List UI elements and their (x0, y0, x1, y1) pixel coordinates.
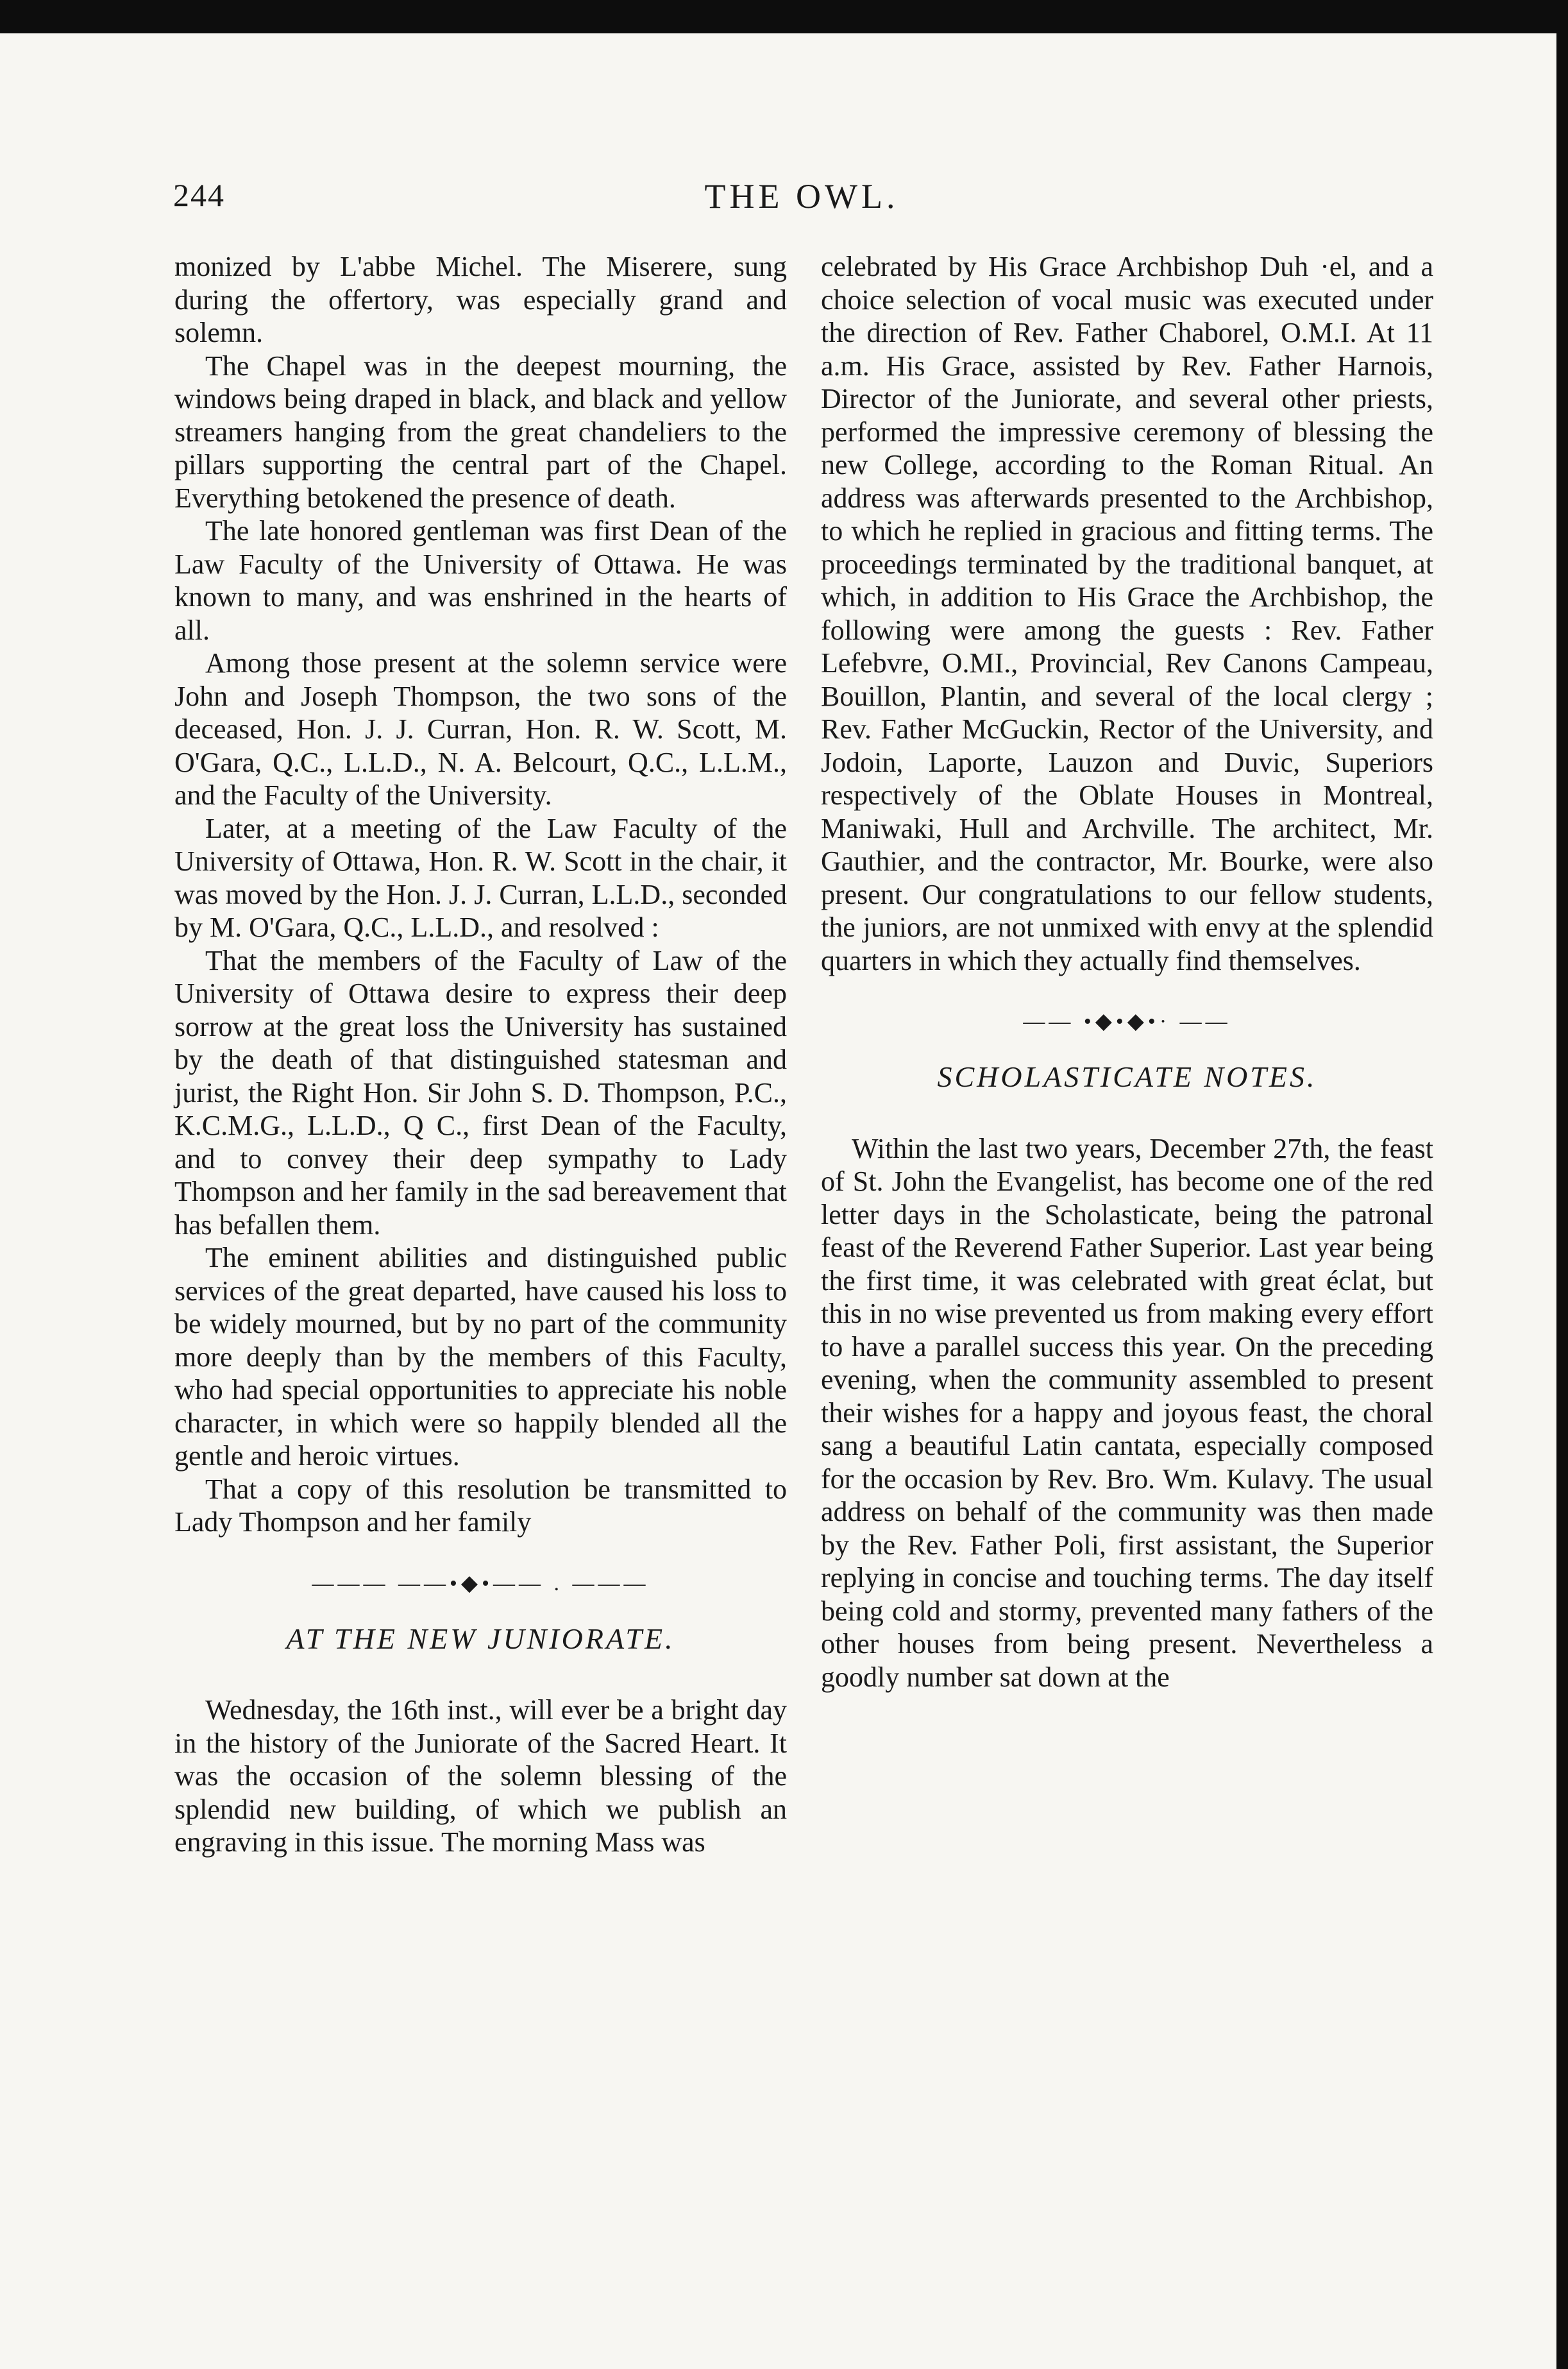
section-heading: AT THE NEW JUNIORATE. (286, 1622, 675, 1655)
running-title: THE OWL. (704, 177, 899, 216)
paragraph: The late honored gentleman was first Dean of the Law Faculty of the University of Ottawa. He was known to many, and was enshrined in the hearts of all. (174, 515, 787, 646)
section-heading: SCHOLASTICATE NOTES. (937, 1060, 1317, 1093)
paragraph: Later, at a meeting of the Law Faculty of the University of Ottawa, Hon. R. W. Scott in the chair, it was moved by the Hon. J. J. Curran, L.L.D., seconded by M. O'Gara, Q.C., L.L.D., and resolved : (174, 812, 787, 943)
paragraph: Among those present at the solemn service were John and Joseph Thompson, the two sons of the deceased, Hon. J. J. Curran, Hon. R. W. Scott, M. O'Gara, Q.C., L.L.D., N. A. Belcourt, Q.C., L.L.M., and the Faculty of the University. (174, 647, 787, 811)
right-edge-rule (1556, 0, 1568, 2369)
paragraph: Within the last two years, December 27th, the feast of St. John the Evangelist, has become one of the red letter days in the Scholasticate, being the patronal feast of the Reverend Father Superior. Last year being the first time, it was celebrated with great éclat, but this in no wise prevented us from making every effort to have a parallel success this year. On the preceding evening, when the community assembled to present their wishes for a happy and joyous feast, the choral sang a beautiful Latin cantata, especially composed for the occasion by Rev. Bro. Wm. Kulavy. The usual address on behalf of the community was then made by the Rev. Father Poli, first assistant, the Superior replying in concise and touching terms. The day itself being cold and stormy, prevented many fathers of the other houses from being present. Nevertheless a goodly number sat down at the (821, 1132, 1433, 1693)
page-header (173, 176, 1430, 228)
section-separator: ——— ——•◆•—— . ——— (312, 1571, 650, 1595)
left-column (174, 250, 787, 1859)
paragraph: The Chapel was in the deepest mourning, the windows being draped in black, and black and yellow streamers hanging from the great chandeliers to the pillars supporting the central part of the Chapel. Everything betokened the presence of death. (174, 350, 787, 514)
top-border-rule (0, 0, 1568, 33)
paragraph: That the members of the Faculty of Law of the University of Ottawa desire to express their deep sorrow at the great loss the University has sustained by the death of that distinguished statesman and jurist, the Right Hon. Sir John S. D. Thompson, P.C., K.C.M.G., L.L.D., Q C., first Dean of the Faculty, and to convey their deep sympathy to Lady Thompson and her family in the sad bereavement that has befallen them. (174, 944, 787, 1241)
paragraph: monized by L'abbe Michel. The Miserere, sung during the offertory, was especially grand and solemn. (174, 251, 787, 348)
page-number: 244 (173, 177, 225, 213)
paragraph: The eminent abilities and distinguished public services of the great departed, have caused his loss to be widely mourned, but by no part of the community more deeply than by the members of this Faculty, who had special opportunities to appreciate his noble character, in which were so happily blended all the gentle and heroic virtues. (174, 1242, 787, 1472)
paragraph: Wednesday, the 16th inst., will ever be a bright day in the history of the Juniorate of the Sacred Heart. It was the occasion of the solemn blessing of the splendid new building, of which we publish an engraving in this issue. The morning Mass was (174, 1694, 787, 1858)
section-separator: —— •◆•◆•· —— (1023, 1010, 1231, 1033)
right-column (821, 250, 1433, 1694)
paragraph: celebrated by His Grace Archbishop Duh ·el, and a choice selection of vocal music was executed under the direction of Rev. Father Chaborel, O.M.I. At 11 a.m. His Grace, assisted by Rev. Father Harnois, Director of the Juniorate, and several other priests, performed the impressive ceremony of blessing the new College, according to the Roman Ritual. An address was afterwards presented to the Archbishop, to which he replied in gracious and fitting terms. The proceedings terminated by the traditional banquet, at which, in addition to His Grace the Archbishop, the following were among the guests : Rev. Father Lefebvre, O.MI., Provincial, Rev Canons Campeau, Bouillon, Plantin, and several of the local clergy ; Rev. Father McGuckin, Rector of the University, and Jodoin, Laporte, Lauzon and Duvic, Superiors respectively of the Oblate Houses in Montreal, Maniwaki, Hull and Archville. The architect, Mr. Gauthier, and the contractor, Mr. Bourke, were also present. Our congratulations to our fellow students, the juniors, are not unmixed with envy at the splendid quarters in which they actually find themselves. (821, 251, 1433, 976)
paragraph: That a copy of this resolution be transmitted to Lady Thompson and her family (174, 1473, 787, 1538)
